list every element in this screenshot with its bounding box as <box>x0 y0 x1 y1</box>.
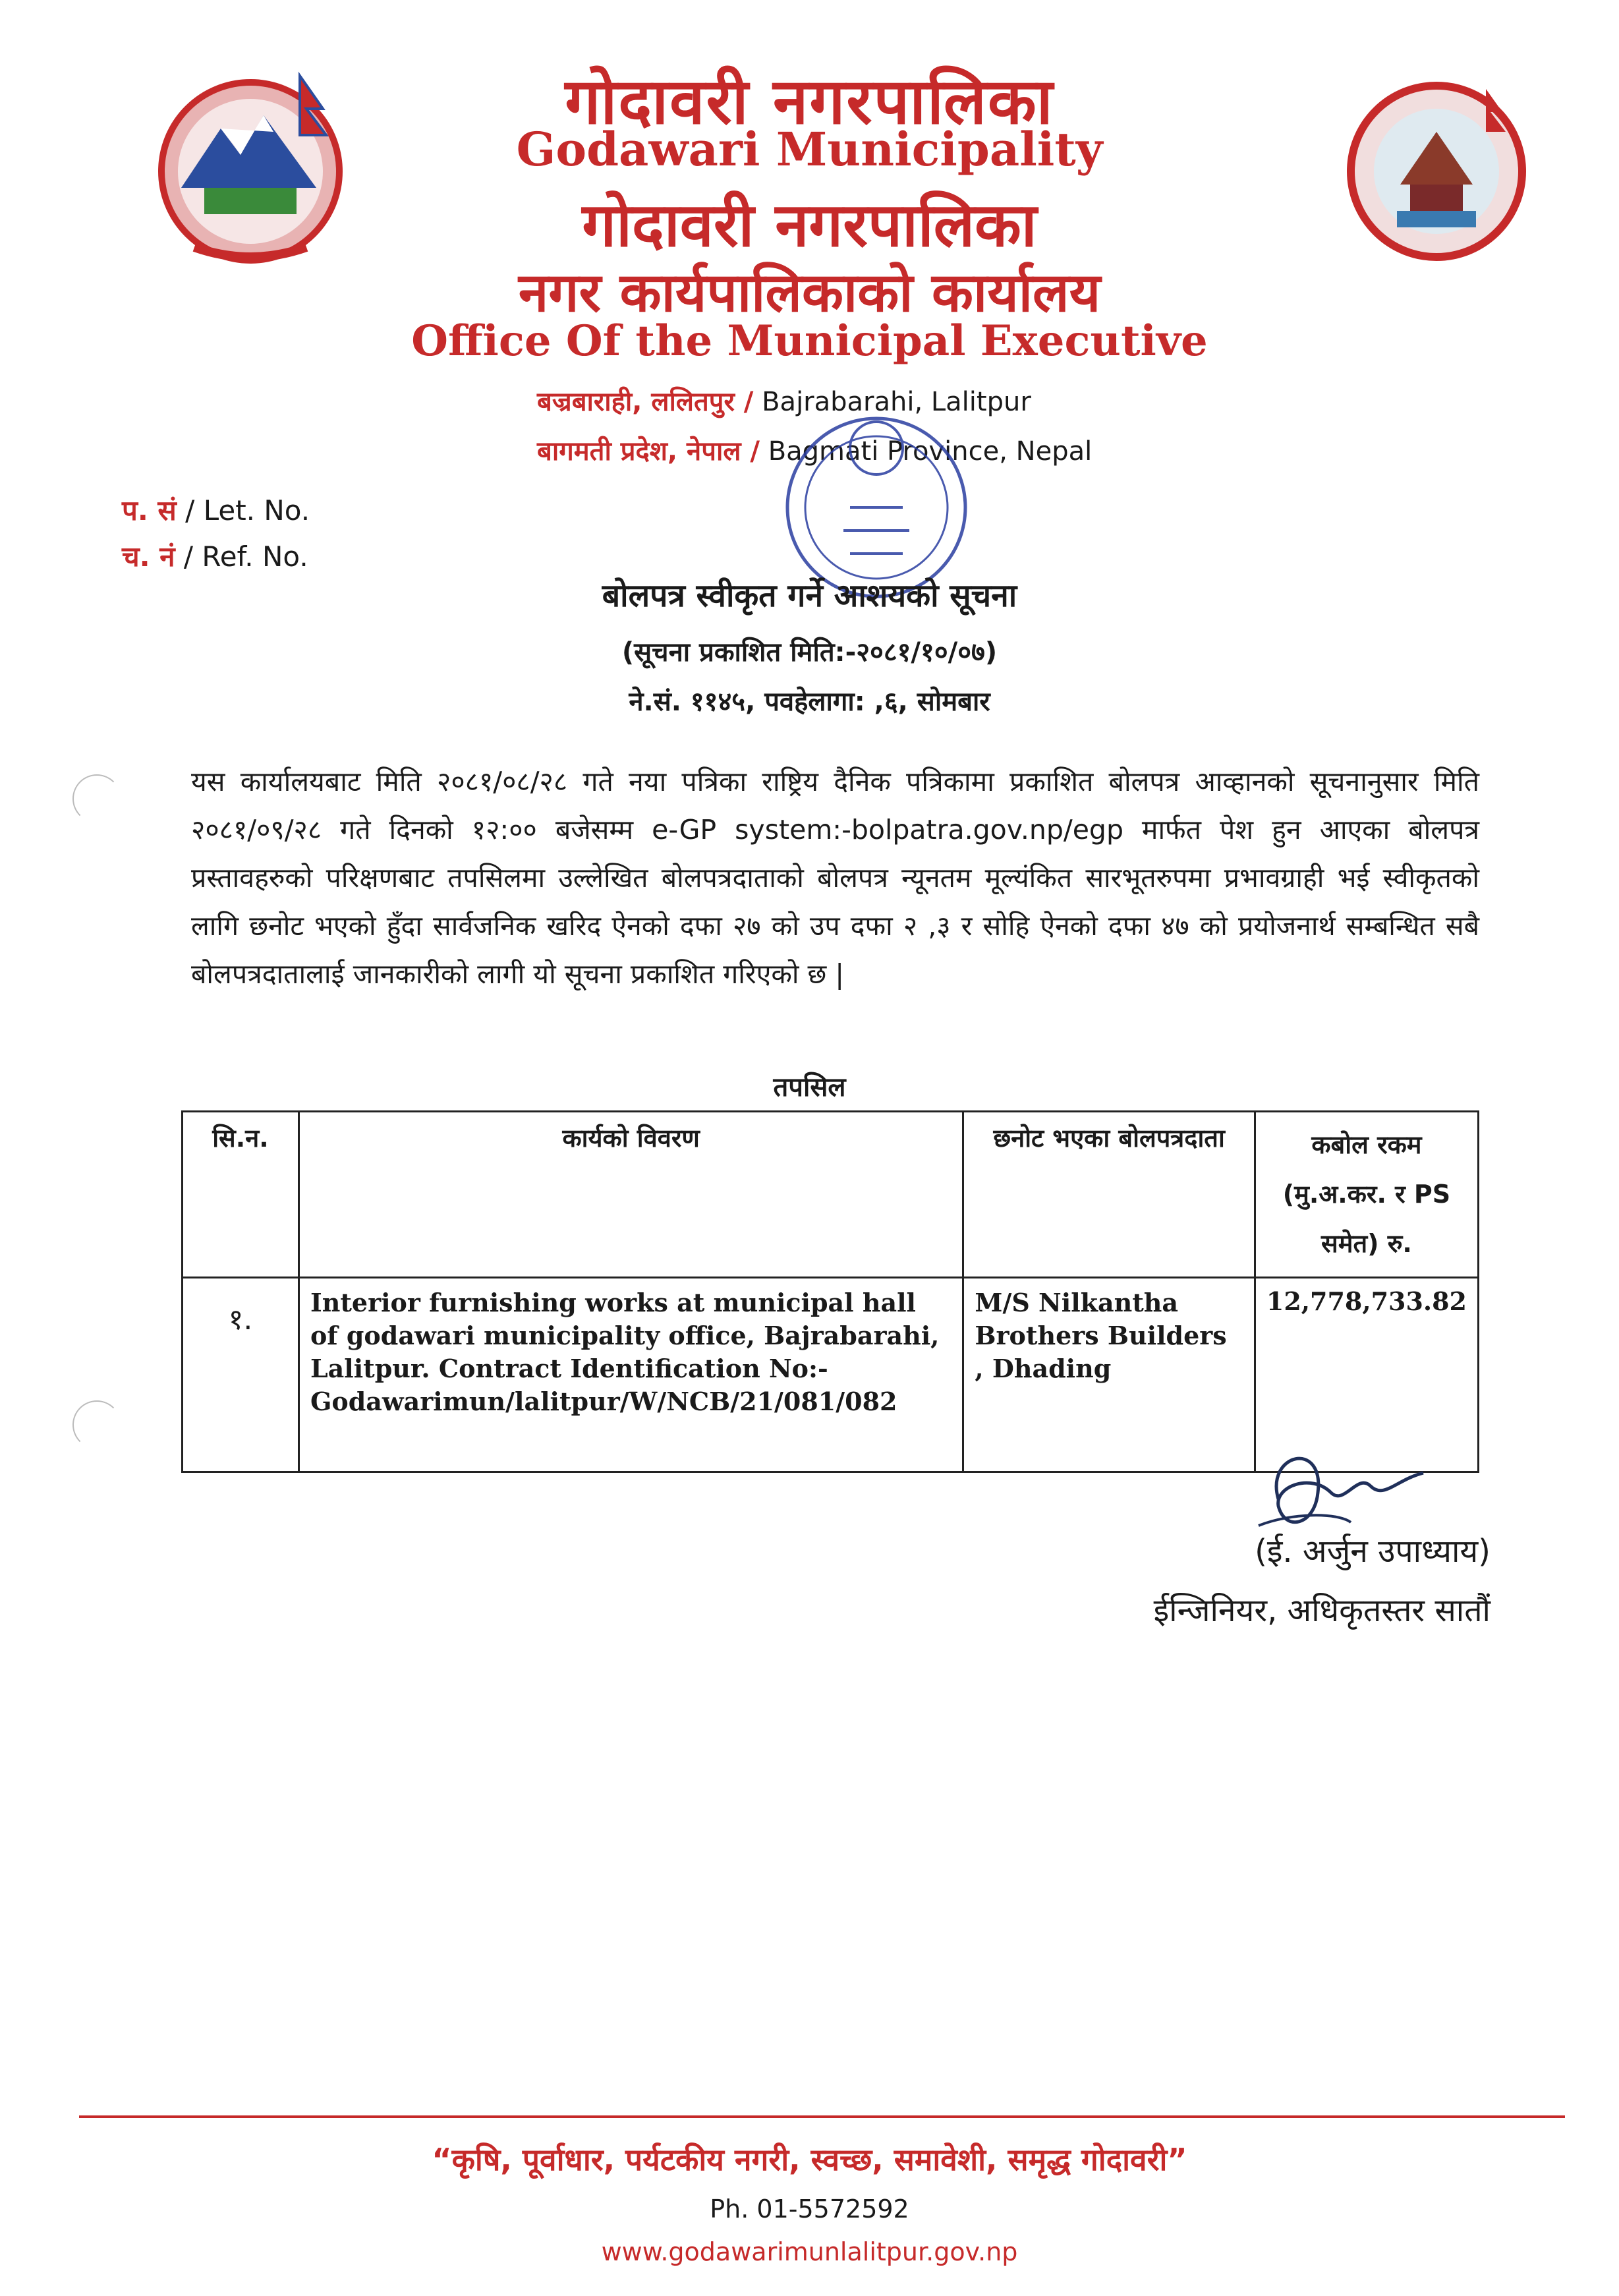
cell-amount: 12,778,733.82 <box>1255 1278 1478 1472</box>
footer-divider <box>79 2115 1565 2118</box>
footer-slogan: “कृषि, पूर्वाधार, पर्यटकीय नगरी, स्वच्छ, समावेशी, समृद्ध गोदावरी” <box>432 2142 1187 2177</box>
col-header-sn: सि.न. <box>183 1112 299 1278</box>
municipality-name-nepali: गोदावरी नगरपालिका <box>565 64 1054 138</box>
office-name-nepali: नगर कार्यपालिकाको कार्यालय <box>518 261 1101 324</box>
notice-body: यस कार्यालयबाट मिति २०८१/०८/२८ गते नया पत्रिका राष्ट्रिय दैनिक पत्रिकामा प्रकाशित बोलपत्र आव्हानको सूचनानुसार मिति २०८१/०९/२८ गते दिनको १२:०० बजेसम्म e-GP system:-bolpatra.gov.np/egp मार्फत पेश हुन आएका बोलपत्र प्रस्तावहरुको परिक्षणबाट तपसिलमा उल्लेखित बोलपत्रदाताको बोलपत्र न्यूनतम मूल्यंकित सारभूतरुपमा प्रभावग्राही भई स्वीकृतको लागि छनोट भएको हुँदा सार्वजनिक खरिद ऐनको दफा २७ को उप दफा २ ,३ र सोहि ऐनको दफा ४७ को प्रयोजनार्थ सम्बन्धित सबै बोलपत्रदातालाई जानकारीको लागी यो सूचना प्रकाशित गरिएको छ | <box>191 766 1479 990</box>
punch-hole-mark <box>72 1400 121 1449</box>
footer-phone: Ph. 01-5572592 <box>710 2195 909 2224</box>
cell-sn: १. <box>183 1278 299 1472</box>
award-table <box>181 1110 1479 1473</box>
nepal-sambat-date: ने.सं. ११४५, पवहेलागा: ,६, सोमबार <box>629 687 990 717</box>
municipality-name-script: गोदावरी नगरपालिका <box>582 189 1037 260</box>
notice-title: बोलपत्र स्वीकृत गर्ने आशयको सूचना <box>602 577 1017 614</box>
letter-number-nepali: प. सं <box>122 494 177 527</box>
cell-description: Interior furnishing works at municipal hall of godawari municipality office, Bajrabarahi, Lalitpur. Contract Identification No:- Godawarimun/lalitpur/W/NCB/21/081/082 <box>298 1278 963 1472</box>
reference-number: च. नं / Ref. No. <box>122 540 308 573</box>
footer-website-link[interactable]: www.godawarimunlalitpur.gov.np <box>601 2237 1018 2266</box>
signatory-name: (ई. अर्जुन उपाध्याय) <box>1255 1533 1491 1570</box>
punch-hole-mark <box>72 774 121 823</box>
col-header-bidder: छनोट भएका बोलपत्रदाता <box>963 1112 1255 1278</box>
notice-published-date: (सूचना प्रकाशित मिति:-२०८१/१०/०७) <box>621 637 998 668</box>
address-2-nepali: बागमती प्रदेश, नेपाल / <box>537 436 760 467</box>
municipality-name-english: Godawari Municipality <box>516 122 1103 177</box>
col-header-description: कार्यको विवरण <box>298 1112 963 1278</box>
signatory-designation: ईन्जिनियर, अधिकृतस्तर सातौं <box>1153 1592 1491 1629</box>
address-1-english: Bajrabarahi, Lalitpur <box>762 387 1031 417</box>
table-header-row <box>183 1112 1479 1278</box>
col-header-amount: कबोल रकम (मु.अ.कर. र PS समेत) रु. <box>1255 1112 1478 1278</box>
office-name-english: Office Of the Municipal Executive <box>411 316 1208 366</box>
reference-number-english: Ref. No. <box>202 540 308 573</box>
reference-number-nepali: च. नं <box>122 540 175 573</box>
address-2-english: Bagmati Province, Nepal <box>768 436 1093 467</box>
letter-number-english: Let. No. <box>203 494 310 527</box>
cell-bidder: M/S Nilkantha Brothers Builders , Dhading <box>963 1278 1255 1472</box>
address-1-nepali: बज्रबाराही, ललितपुर / <box>537 387 754 417</box>
table-label: तपसिल <box>773 1072 846 1103</box>
letter-number: प. सं / Let. No. <box>122 494 310 527</box>
